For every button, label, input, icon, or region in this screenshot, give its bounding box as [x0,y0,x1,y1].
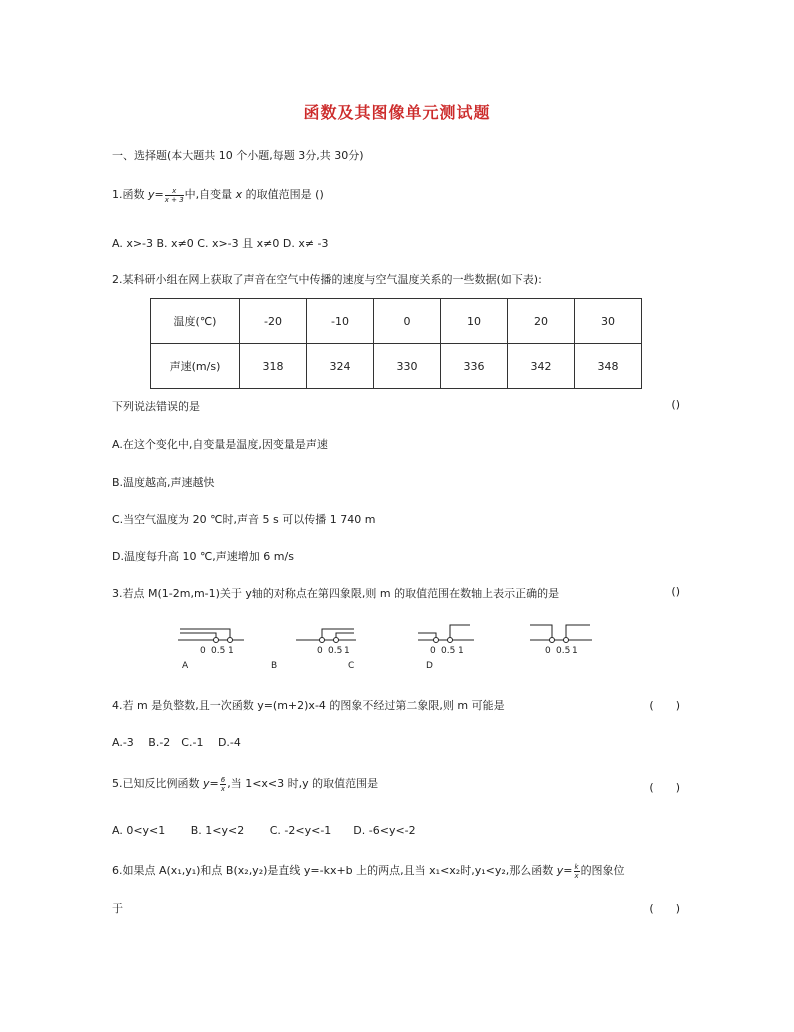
table-cell: -10 [307,299,374,344]
option-b: B.温度越高,声速越快 [112,476,215,489]
q6-frac-den: x [574,871,579,880]
table-cell: 10 [441,299,508,344]
tick-label: 0 [317,646,323,656]
question-3-stem: 3.若点 M(1-2m,m-1)关于 y轴的对称点在第四象限,则 m 的取值范围在数轴上表示正确的是 [112,587,560,600]
question-4-stem: 4.若 m 是负整数,且一次函数 y=(m+2)x-4 的图象不经过第二象限,则 m 可能是 [112,699,505,712]
number-line-b [271,629,356,671]
table-cell: 342 [508,344,575,389]
q5-prefix: 5.已知反比例函数 [112,777,203,790]
table-cell: 20 [508,299,575,344]
option-label: B [271,661,278,671]
number-line-c [418,625,474,671]
q6-fraction [574,863,580,880]
q1-suffix-b: 的取值范围是 () [242,188,324,201]
q6-y: y [556,864,564,877]
question-2-stem: 2.某科研小组在网上获取了声音在空气中传播的速度与空气温度关系的一些数据(如下表): [112,273,542,286]
tick-label: 0.5 [328,646,343,656]
tick-label: 1 [458,646,464,656]
q5-frac-den: x [220,784,226,793]
q6-eq: = [563,864,573,877]
tick-label: 1 [344,646,350,656]
tick-label: 0.5 [556,646,571,656]
option-a: A.在这个变化中,自变量是温度,因变量是声速 [112,438,328,451]
q5-eq: = [209,777,219,790]
question-5-options: A. 0<y<1 B. 1<y<2 C. -2<y<-1 D. -6<y<-2 [112,824,416,837]
tick-label: 1 [572,646,578,656]
tick-label: 0 [545,646,551,656]
table-cell: 336 [441,344,508,389]
table-cell: 348 [575,344,642,389]
q1-frac-num: x [165,187,184,196]
table-cell: -20 [240,299,307,344]
option-d: D.温度每升高 10 ℃,声速增加 6 m/s [112,550,294,563]
q1-x: x [235,188,243,201]
tick-label: 1 [228,646,234,656]
section-heading: 一、选择题(本大题共 10 个小题,每题 3分,共 30分) [112,149,364,162]
q1-eq: = [154,188,164,201]
option-c: C.当空气温度为 20 ℃时,声音 5 s 可以传播 1 740 m [112,513,376,526]
answer-paren: ( ) [649,902,680,915]
question-6-stem [112,862,625,880]
question-4-options: A.-3 B.-2 C.-1 D.-4 [112,736,241,749]
q1-prefix: 1.函数 [112,188,148,201]
question-2-question: 下列说法错误的是 [112,400,200,413]
q1-suffix-a: 中,自变量 [184,188,236,201]
table-cell: 330 [374,344,441,389]
question-6-continued: 于 [112,902,123,915]
answer-paren: ( ) [649,781,680,794]
table-row-label: 温度(℃) [151,299,240,344]
tick-label: 0 [430,646,436,656]
answer-paren: () [671,585,680,598]
tick-label: 0.5 [211,646,226,656]
q5-frac-num: 6 [220,775,226,784]
option-label: A [182,661,189,671]
q1-y: y [148,188,155,201]
tick-label: 0.5 [441,646,456,656]
table-cell: 318 [240,344,307,389]
table-cell: 30 [575,299,642,344]
number-line-d [530,625,592,656]
q5-fraction [220,776,226,793]
question-5-stem [112,775,378,793]
table-cell: 0 [374,299,441,344]
q5-suffix: ,当 1<x<3 时,y 的取值范围是 [227,777,379,790]
q6-stem-b: 的图象位 [580,864,625,877]
q6-stem-a: 6.如果点 A(x₁,y₁)和点 B(x₂,y₂)是直线 y=-kx+b 上的两点,且当 x₁<x₂时,y₁<y₂,那么函数 [112,864,557,877]
q5-y: y [203,777,210,790]
answer-paren: () [671,398,680,411]
number-line-a [178,629,244,671]
question-1-options: A. x>-3 B. x≠0 C. x>-3 且 x≠0 D. x≠ -3 [112,237,329,250]
q6-frac-num: k [574,862,579,871]
page-title: 函数及其图像单元测试题 [303,103,491,122]
q1-frac-den: x + 3 [164,195,184,204]
table-cell: 324 [307,344,374,389]
answer-paren: ( ) [649,699,680,712]
option-label: D [426,661,433,671]
table-row-label: 声速(m/s) [151,344,240,389]
option-label: C [348,661,355,671]
tick-label: 0 [200,646,206,656]
